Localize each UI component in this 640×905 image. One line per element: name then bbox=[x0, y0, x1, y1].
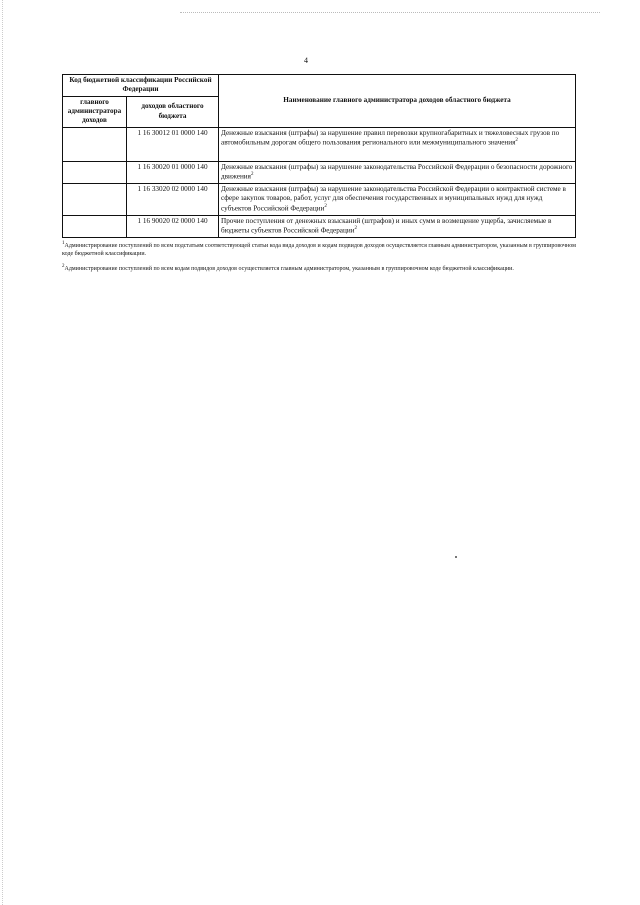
budget-classification-table bbox=[62, 74, 576, 238]
cell-admin bbox=[63, 183, 127, 215]
footnote-1: $^1$Администрирование поступлений по всем подстатьям соответствующей статьи кода вида доходов и кодам подвидов доходов осуществляется главным администратором, указанным в группировочном коде бюджетной классификации. bbox=[62, 241, 576, 258]
footnote-ref: 2 bbox=[324, 203, 327, 209]
cell-code: 1 16 90020 02 0000 140 bbox=[127, 215, 219, 237]
footnote-ref: 2 bbox=[515, 138, 518, 144]
cell-code: 1 16 30012 01 0000 140 bbox=[127, 127, 219, 161]
footnote-ref: 2 bbox=[354, 226, 358, 232]
cell-name: Денежные взыскания (штрафы) за нарушение законодательства Российской Федерации о безопасности дорожного движения$^2$ bbox=[219, 161, 576, 183]
footnote-ref: 2 bbox=[250, 172, 254, 178]
header-classification-code: Код бюджетной классификации Российской Федерации bbox=[63, 75, 219, 97]
cell-name: Прочие поступления от денежных взысканий (штрафов) и иных сумм в возмещение ущерба, зачисляемые в бюджеты субъектов Российской Федерации$^2$ bbox=[219, 215, 576, 237]
scan-speck bbox=[455, 556, 457, 558]
cell-code: 1 16 33020 02 0000 140 bbox=[127, 183, 219, 215]
table-row bbox=[63, 183, 576, 215]
header-chief-administrator: главного администратора доходов bbox=[63, 96, 127, 127]
table-row bbox=[63, 161, 576, 183]
cell-name: Денежные взыскания (штрафы) за нарушение правил перевозки крупногабаритных и тяжеловесных грузов по автомобильным дорогам общего пользования регионального или межмуниципального значения$^2$ bbox=[219, 127, 576, 161]
cell-admin bbox=[63, 215, 127, 237]
cell-admin bbox=[63, 161, 127, 183]
table-header-row-1 bbox=[63, 75, 576, 97]
header-administrator-name: Наименование главного администратора доходов областного бюджета bbox=[219, 75, 576, 128]
cell-name: Денежные взыскания (штрафы) за нарушение законодательства Российской Федерации о контрактной системе в сфере закупок товаров, работ, услуг для обеспечения государственных и муниципальных нужд для нужд субъектов Российской Федерации$^2$ bbox=[219, 183, 576, 215]
footnotes bbox=[62, 241, 576, 279]
cell-admin bbox=[63, 127, 127, 161]
table-row bbox=[63, 127, 576, 161]
cell-code: 1 16 30020 01 0000 140 bbox=[127, 161, 219, 183]
table-row bbox=[63, 215, 576, 237]
scan-artifact-top bbox=[180, 12, 600, 14]
footnote-2: $^2$Администрирование поступлений по всем кодам подвидов доходов осуществляется главным администратором, указанным в группировочном коде бюджетной классификации. bbox=[62, 264, 514, 273]
scan-artifact-margin bbox=[2, 0, 4, 905]
header-revenue-code: доходов областного бюджета bbox=[127, 96, 219, 127]
page-number: 4 bbox=[304, 56, 308, 65]
